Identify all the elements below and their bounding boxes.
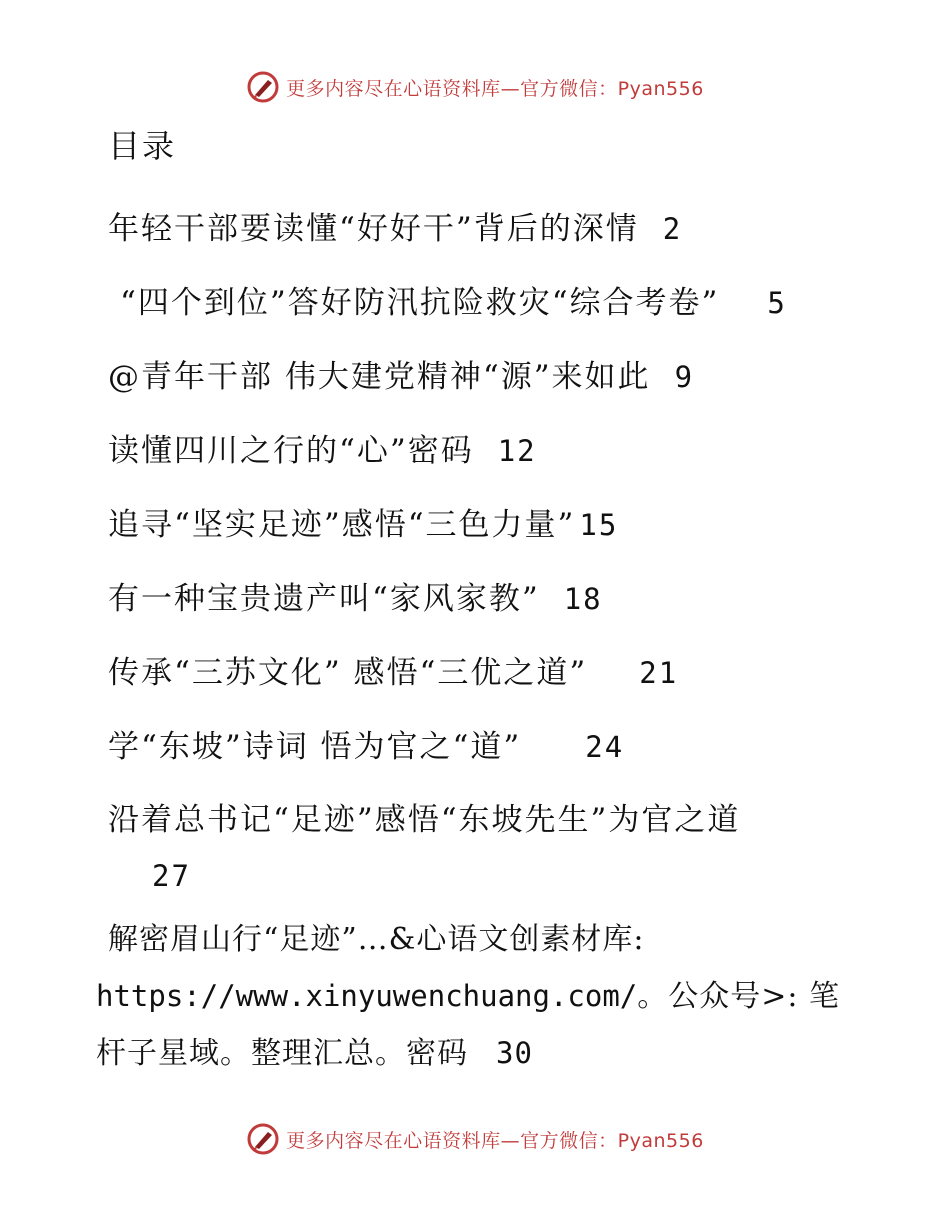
toc-entry-page: 30: [496, 1036, 533, 1070]
toc-entry-last[interactable]: [96, 912, 866, 1082]
pen-circle-logo-icon: [246, 1122, 280, 1156]
toc-entry[interactable]: [108, 488, 868, 562]
header-watermark: [0, 70, 950, 104]
toc-entry-last-line1: 解密眉山行“足迹”…&心语文创素材库:: [108, 922, 645, 957]
toc-entry-title: @青年干部 伟大建党精神“源”来如此: [108, 359, 651, 395]
footer-watermark: [0, 1122, 950, 1156]
toc-entry[interactable]: [108, 414, 868, 488]
toc-entry-page: 2: [662, 212, 683, 246]
toc-entry-page: 21: [639, 656, 679, 690]
toc-entry-title: 传承“三苏文化” 感悟“三优之道”: [108, 655, 588, 691]
toc-entry-page: 12: [497, 434, 537, 468]
toc-entry-page: 27: [152, 859, 191, 893]
toc-entry-last-suffix: 。公众号>: 笔: [637, 979, 841, 1014]
toc-entry[interactable]: [108, 784, 868, 904]
toc-entry[interactable]: [108, 636, 868, 710]
toc-entry-page: 18: [563, 582, 603, 616]
toc-title: 目录: [108, 127, 177, 165]
toc-entry-page: 15: [579, 508, 619, 542]
toc-entry-page: 9: [674, 360, 695, 394]
toc-entry-last-line3: [96, 1025, 866, 1082]
watermark-text: 更多内容尽在心语资料库—官方微信：Pyan556: [286, 1129, 704, 1152]
toc-entry-title: “四个到位”答好防汛抗险救灾“综合考卷”: [120, 285, 720, 321]
website-link[interactable]: https://www.xinyuwenchuang.com/: [96, 979, 638, 1013]
toc-entry[interactable]: [108, 266, 868, 340]
toc-entry-title: 有一种宝贵遗产叫“家风家教”: [108, 581, 540, 617]
toc-entry-last-line2: [96, 968, 866, 1025]
toc-entry-page: 24: [585, 730, 625, 764]
toc-entry[interactable]: [108, 562, 868, 636]
toc-entry-title: 沿着总书记“足迹”感悟“东坡先生”为官之道: [108, 802, 741, 838]
toc-entry[interactable]: [108, 710, 868, 784]
pen-circle-logo-icon: [246, 70, 280, 104]
toc-entry-title: 学“东坡”诗词 悟为官之“道”: [108, 729, 522, 765]
toc-entry[interactable]: [108, 340, 868, 414]
toc-entry-title: 年轻干部要读懂“好好干”背后的深情: [108, 211, 639, 247]
toc-entry-last-text: 杆子星域。整理汇总。密码: [96, 1036, 468, 1071]
toc-entry-title: 读懂四川之行的“心”密码: [108, 433, 474, 469]
toc-entry-page: 5: [767, 286, 787, 320]
toc-entry[interactable]: [108, 192, 868, 266]
toc-entry-title: 追寻“坚实足迹”感悟“三色力量”: [108, 507, 576, 543]
watermark-text: 更多内容尽在心语资料库—官方微信：Pyan556: [286, 77, 704, 100]
table-of-contents: [108, 118, 868, 904]
